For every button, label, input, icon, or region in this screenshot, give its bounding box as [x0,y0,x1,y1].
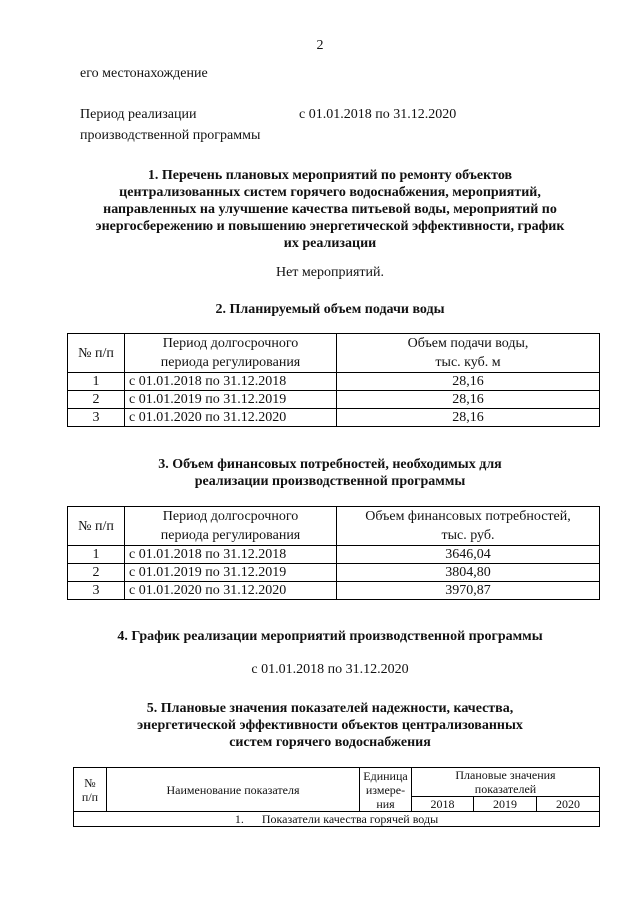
col-unit-header: Единица измере- ния [360,768,412,812]
page-number: 2 [316,38,324,53]
col-value-header: Объем финансовых потребностей, тыс. руб. [337,507,600,546]
col-period-header: Период долгосрочного периода регулирования [125,507,337,546]
col-name-header: Наименование показателя [107,768,360,812]
table-row: 1 с 01.01.2018 по 31.12.2018 28,16 [68,373,600,391]
period-value: с 01.01.2018 по 31.12.2020 [299,107,457,122]
table-header [68,507,600,546]
table-row [74,812,600,827]
section4-title: 4. График реализации мероприятий производственной программы [117,629,543,644]
subsection-title: 1. Показатели качества горячей воды [74,812,600,827]
section2-title: 2. Планируемый объем подачи воды [215,302,445,317]
table-row: 2 с 01.01.2019 по 31.12.2019 3804,80 [68,564,600,582]
section1-title: 1. Перечень плановых мероприятий по ремонту объектов централизованных систем горячего водоснабжения, мероприятий, направленных на улучшение качества питьевой воды, мероприятий по энергосбережению и повышению энергетической эффективности, график их реализации [95,168,565,251]
col-no-header: № п/п [68,507,125,546]
location-text: его местонахождение [80,66,208,81]
indicators-table [73,767,600,827]
table-header [68,334,600,373]
table-row: 3 с 01.01.2020 по 31.12.2020 3970,87 [68,582,600,600]
section4-period: с 01.01.2018 по 31.12.2020 [251,662,409,677]
year-2020: 2020 [537,797,600,812]
period-label-line1: Период реализации [80,107,197,122]
finance-table [67,506,600,600]
col-plan-header: Плановые значения показателей [412,768,600,797]
period-label-line2: производственной программы [80,128,261,143]
section3-title: 3. Объем финансовых потребностей, необходимых для реализации производственной программы [158,457,502,489]
year-2019: 2019 [474,797,537,812]
col-period-header: Период долгосрочного периода регулирования [125,334,337,373]
supply-table [67,333,600,427]
table-header [74,768,600,797]
col-no-header: № п/п [74,768,107,812]
col-value-header: Объем подачи воды, тыс. куб. м [337,334,600,373]
table-row: 1 с 01.01.2018 по 31.12.2018 3646,04 [68,546,600,564]
section1-note: Нет мероприятий. [275,265,385,280]
section5-title: 5. Плановые значения показателей надежности, качества, энергетической эффективности объектов централизованных систем горячего водоснабжения [137,701,523,750]
year-2018: 2018 [412,797,474,812]
table-row: 3 с 01.01.2020 по 31.12.2020 28,16 [68,409,600,427]
table-row: 2 с 01.01.2019 по 31.12.2019 28,16 [68,391,600,409]
col-no-header: № п/п [68,334,125,373]
